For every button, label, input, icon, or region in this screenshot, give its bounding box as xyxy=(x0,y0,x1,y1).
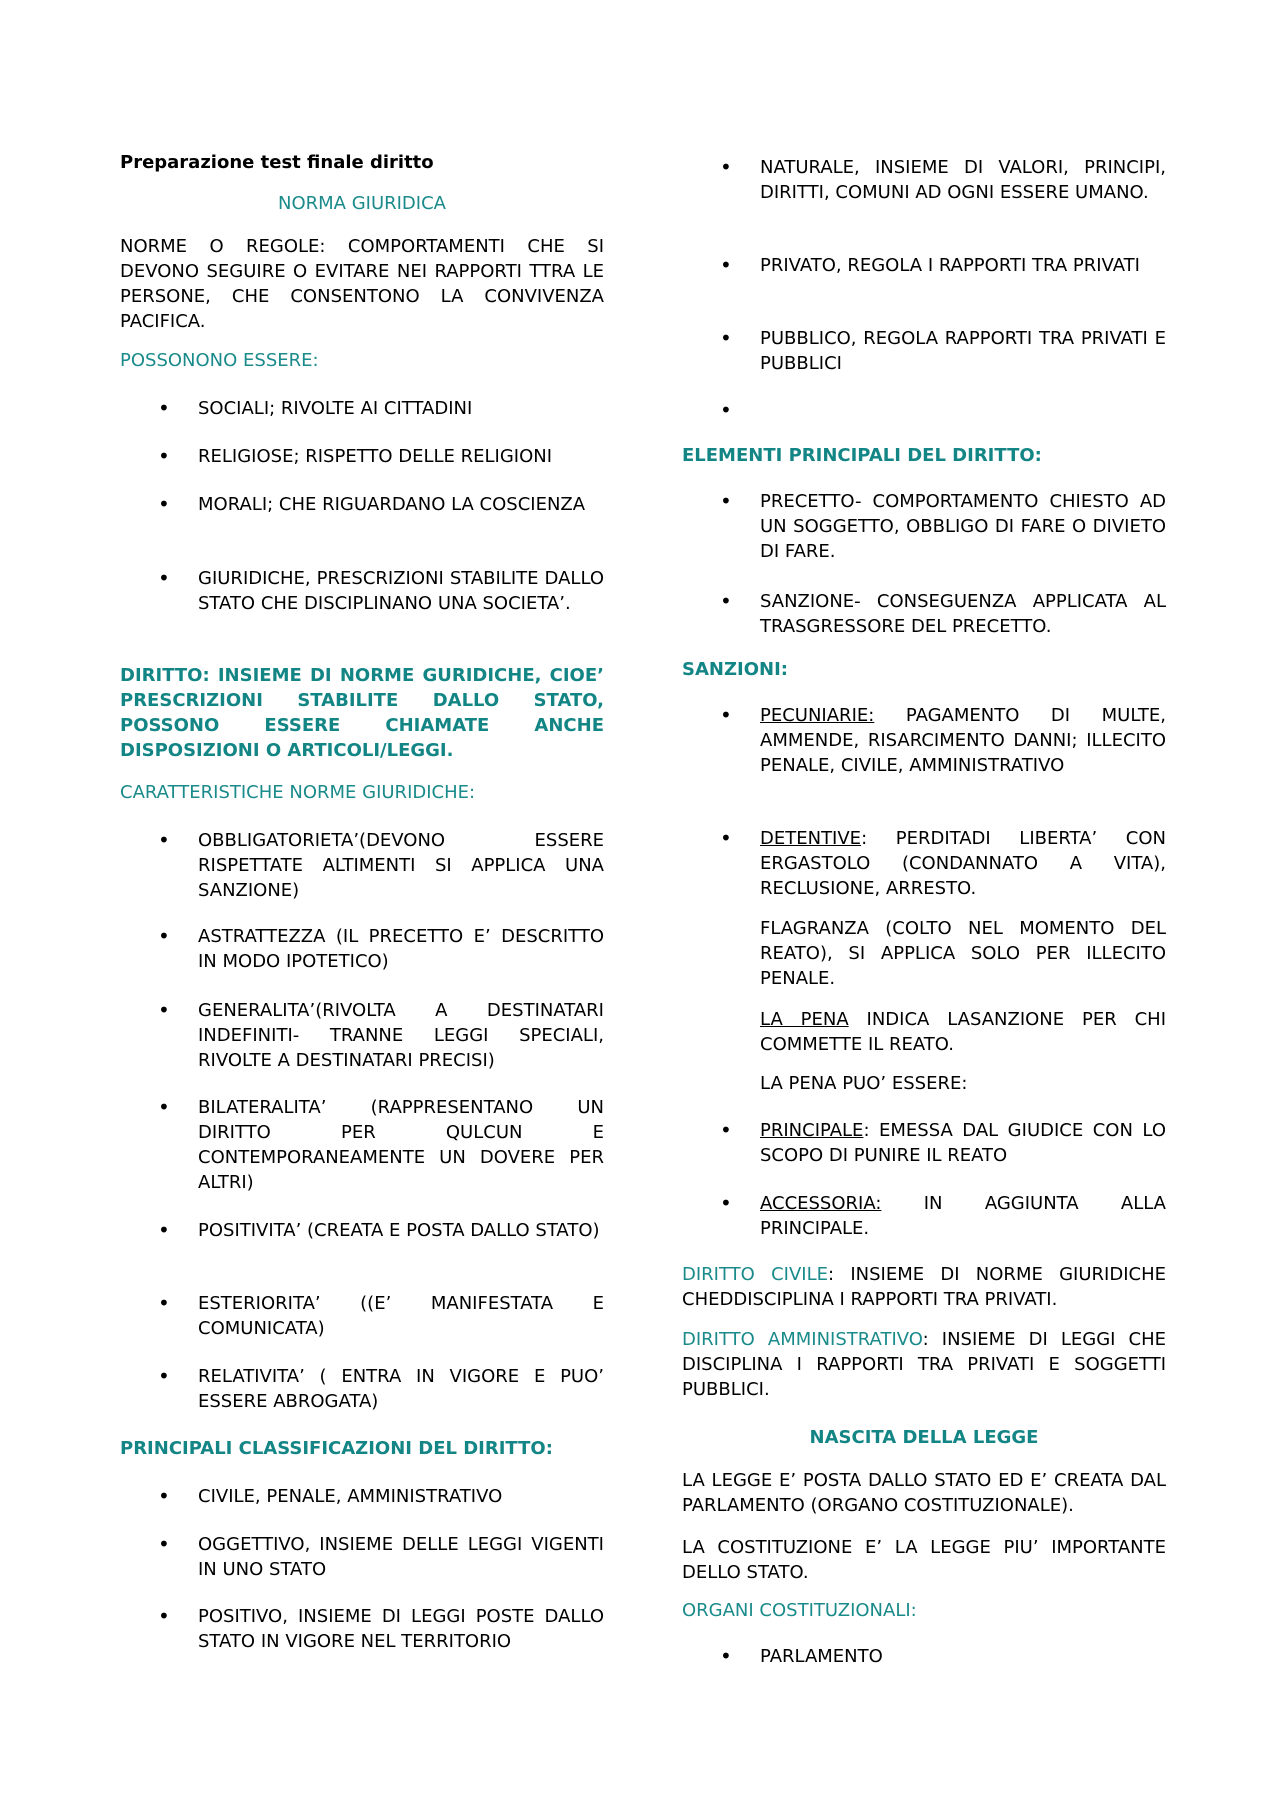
classificazioni-heading: PRINCIPALI CLASSIFICAZIONI DEL DIRITTO: xyxy=(120,1438,553,1459)
principale-text: : EMESSA DAL GIUDICE CON LO SCOPO DI PUNIRE IL REATO xyxy=(760,1120,1166,1166)
bullet-icon: • xyxy=(158,1218,170,1242)
list-item: RELATIVITA’ ( ENTRA IN VIGORE E PUO’ ESSERE ABROGATA) xyxy=(198,1366,604,1412)
list-item: RELIGIOSE; RISPETTO DELLE RELIGIONI xyxy=(198,446,553,467)
diritto-civile-paragraph xyxy=(682,1262,1166,1312)
list-item: POSITIVITA’ (CREATA E POSTA DALLO STATO) xyxy=(198,1220,600,1241)
elementi-heading: ELEMENTI PRINCIPALI DEL DIRITTO: xyxy=(682,445,1042,466)
list-item: MORALI; CHE RIGUARDANO LA COSCIENZA xyxy=(198,494,586,515)
list-item: GENERALITA’(RIVOLTA A DESTINATARI INDEFINITI- TRANNE LEGGI SPECIALI, RIVOLTE A DESTINATARI PRECISI) xyxy=(198,1000,604,1071)
possono-essere-label: POSSONONO ESSERE: xyxy=(120,350,319,371)
list-item: SOCIALI; RIVOLTE AI CITTADINI xyxy=(198,398,473,419)
list-item: OGGETTIVO, INSIEME DELLE LEGGI VIGENTI IN UNO STATO xyxy=(198,1534,604,1580)
bullet-icon: • xyxy=(158,1095,170,1119)
bullet-icon: • xyxy=(158,566,170,590)
norme-paragraph: NORME O REGOLE: COMPORTAMENTI CHE SI DEVONO SEGUIRE O EVITARE NEI RAPPORTI TTRA LE PERSONE, CHE CONSENTONO LA CONVIVENZA PACIFICA. xyxy=(120,236,604,332)
pecuniarie-text: PAGAMENTO DI MULTE, AMMENDE, RISARCIMENTO DANNI; ILLECITO PENALE, CIVILE, AMMINISTRATIVO xyxy=(760,705,1166,776)
bullet-icon: • xyxy=(720,398,732,422)
list-item: SANZIONE- CONSEGUENZA APPLICATA AL TRASGRESSORE DEL PRECETTO. xyxy=(760,591,1166,637)
bullet-icon: • xyxy=(158,1484,170,1508)
list-item: PARLAMENTO xyxy=(760,1646,883,1667)
bullet-icon: • xyxy=(720,253,732,277)
list-item: NATURALE, INSIEME DI VALORI, PRINCIPI, DIRITTI, COMUNI AD OGNI ESSERE UMANO. xyxy=(760,157,1166,203)
la-pena-text: INDICA LASANZIONE PER CHI COMMETTE IL REATO. xyxy=(760,1009,1167,1055)
list-item-accessoria xyxy=(760,1191,1166,1241)
bullet-icon: • xyxy=(158,828,170,852)
norma-giuridica-heading: NORMA GIURIDICA xyxy=(277,193,446,214)
list-item: CIVILE, PENALE, AMMINISTRATIVO xyxy=(198,1486,503,1507)
list-item: GIURIDICHE, PRESCRIZIONI STABILITE DALLO STATO CHE DISCIPLINANO UNA SOCIETA’. xyxy=(198,568,604,614)
flagranza-paragraph: FLAGRANZA (COLTO NEL MOMENTO DEL REATO), SI APPLICA SOLO PER ILLECITO PENALE. xyxy=(760,918,1166,989)
la-pena-label: LA PENA xyxy=(760,1009,849,1030)
list-item-principale xyxy=(760,1118,1166,1168)
bullet-icon: • xyxy=(158,396,170,420)
nascita-paragraph-2: LA COSTITUZIONE E’ LA LEGGE PIU’ IMPORTANTE DELLO STATO. xyxy=(682,1537,1166,1583)
list-item: ESTERIORITA’ ((E’ MANIFESTATA E COMUNICATA) xyxy=(198,1293,604,1339)
list-item-detentive xyxy=(760,826,1166,901)
list-item: PRIVATO, REGOLA I RAPPORTI TRA PRIVATI xyxy=(760,255,1140,276)
diritto-amministrativo-paragraph xyxy=(682,1327,1166,1402)
la-pena-paragraph xyxy=(760,1007,1166,1057)
bullet-icon: • xyxy=(158,1604,170,1628)
detentive-text: : PERDITADI LIBERTA’ CON ERGASTOLO (CONDANNATO A VITA), RECLUSIONE, ARRESTO. xyxy=(760,828,1166,899)
nascita-paragraph-1: LA LEGGE E’ POSTA DALLO STATO ED E’ CREATA DAL PARLAMENTO (ORGANO COSTITUZIONALE). xyxy=(682,1470,1166,1516)
list-item: PRECETTO- COMPORTAMENTO CHIESTO AD UN SOGGETTO, OBBLIGO DI FARE O DIVIETO DI FARE. xyxy=(760,491,1166,562)
diritto-civile-label: DIRITTO CIVILE xyxy=(682,1264,828,1285)
caratteristiche-label: CARATTERISTICHE NORME GIURIDICHE: xyxy=(120,782,476,803)
bullet-icon: • xyxy=(158,1364,170,1388)
sanzioni-heading: SANZIONI: xyxy=(682,659,788,680)
bullet-icon: • xyxy=(158,998,170,1022)
bullet-icon: • xyxy=(720,703,732,727)
bullet-icon: • xyxy=(720,1191,732,1215)
nascita-legge-heading: NASCITA DELLA LEGGE xyxy=(809,1427,1039,1448)
accessoria-text: IN AGGIUNTA ALLA PRINCIPALE. xyxy=(760,1193,1166,1239)
bullet-icon: • xyxy=(720,1118,732,1142)
document-title: Preparazione test finale diritto xyxy=(120,152,434,173)
list-item: ASTRATTEZZA (IL PRECETTO E’ DESCRITTO IN MODO IPOTETICO) xyxy=(198,926,604,972)
bullet-icon: • xyxy=(158,1291,170,1315)
bullet-icon: • xyxy=(720,326,732,350)
bullet-icon: • xyxy=(158,1532,170,1556)
bullet-icon: • xyxy=(158,924,170,948)
diritto-definition: DIRITTO: INSIEME DI NORME GURIDICHE, CIOE’ PRESCRIZIONI STABILITE DALLO STATO, POSSONO ESSERE CHIAMATE ANCHE DISPOSIZIONI O ARTICOLI/LEGGI. xyxy=(120,665,604,761)
bullet-icon: • xyxy=(720,155,732,179)
bullet-icon: • xyxy=(158,492,170,516)
list-item: PUBBLICO, REGOLA RAPPORTI TRA PRIVATI E PUBBLICI xyxy=(760,328,1166,374)
bullet-icon: • xyxy=(720,1644,732,1668)
list-item: BILATERALITA’ (RAPPRESENTANO UN DIRITTO PER QULCUN E CONTEMPORANEAMENTE UN DOVERE PER ALTRI) xyxy=(198,1097,604,1193)
diritto-amministrativo-label: DIRITTO AMMINISTRATIVO xyxy=(682,1329,923,1350)
detentive-label: DETENTIVE xyxy=(760,828,862,849)
bullet-icon: • xyxy=(720,489,732,513)
bullet-icon: • xyxy=(158,444,170,468)
organi-label: ORGANI COSTITUZIONALI: xyxy=(682,1600,917,1621)
pecuniarie-label: PECUNIARIE: xyxy=(760,705,875,726)
diritto-amministrativo-text: : INSIEME DI LEGGI CHE DISCIPLINA I RAPPORTI TRA PRIVATI E SOGGETTI PUBBLICI. xyxy=(682,1329,1166,1400)
list-item: POSITIVO, INSIEME DI LEGGI POSTE DALLO STATO IN VIGORE NEL TERRITORIO xyxy=(198,1606,604,1652)
bullet-icon: • xyxy=(720,826,732,850)
list-item: OBBLIGATORIETA’(DEVONO ESSERE RISPETTATE ALTIMENTI SI APPLICA UNA SANZIONE) xyxy=(198,830,604,901)
diritto-civile-text: : INSIEME DI NORME GIURIDICHE CHEDDISCIPLINA I RAPPORTI TRA PRIVATI. xyxy=(682,1264,1167,1310)
list-item-pecuniarie xyxy=(760,703,1166,778)
accessoria-label: ACCESSORIA: xyxy=(760,1193,882,1214)
pena-puo-essere: LA PENA PUO’ ESSERE: xyxy=(760,1073,968,1094)
principale-label: PRINCIPALE xyxy=(760,1120,864,1141)
bullet-icon: • xyxy=(720,589,732,613)
